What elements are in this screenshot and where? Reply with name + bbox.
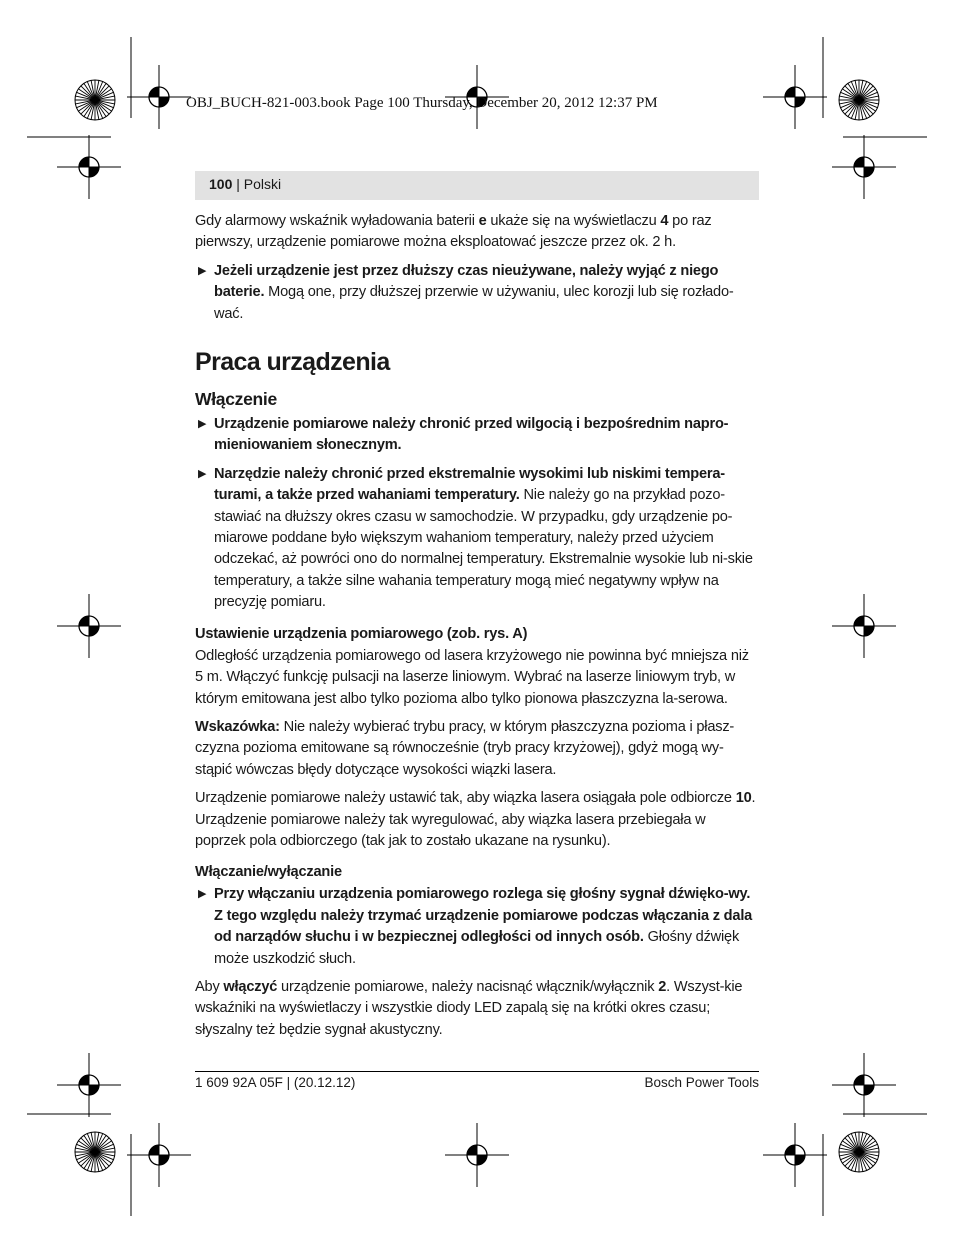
page-header xyxy=(195,171,759,200)
battery-paragraph: Gdy alarmowy wskaźnik wyładowania baterii e ukaże się na wyświetlaczu 4 po raz pierwszy, urządzenie pomiarowe można eksploatować jeszcze przez ok. 2 h. xyxy=(195,213,712,251)
onoff-heading: Włączanie/wyłączanie xyxy=(195,864,342,881)
setup-paragraph: Odległość urządzenia pomiarowego od lasera krzyżowego nie powinna być mniejsza niż 5 m. Włączyć funkcję pulsacji na laserze liniowym. Wybrać na laserze liniowym tryb, w którym emitowana jest albo tylko pozioma albo tylko pionowa płaszczyzna la-serowa. xyxy=(195,647,749,707)
setup-alignment-paragraph: Urządzenie pomiarowe należy ustawić tak, aby wiązka lasera osiągała pole odbiorcze 10. Urządzenie pomiarowe należy tak wyregulować, aby wiązka lasera przebiegała w poprzek pola odbiorczego (tak jak to zostało ukazane na rysunku). xyxy=(195,790,756,849)
header-text xyxy=(209,176,281,192)
switch-on-paragraph: Aby włączyć urządzenie pomiarowe, należy nacisnąć włącznik/wyłącznik 2. Wszyst-kie wskaźniki na wyświetlaczy i wszystkie diody LED zapalą się na krótki okres czasu; słyszalny też będzie sygnał akustyczny. xyxy=(195,978,743,1038)
bullet-arrow-icon: ▶ xyxy=(198,467,207,480)
footer-rule xyxy=(195,1071,759,1072)
bullet-arrow-icon: ▶ xyxy=(198,888,207,901)
print-slug-line: OBJ_BUCH-821-003.book Page 100 Thursday, December 20, 2012 12:37 PM xyxy=(186,95,658,111)
header-language: Polski xyxy=(243,176,282,192)
setup-note: Wskazówka: Nie należy wybierać trybu pracy, w którym płaszczyzna pozioma i płasz-czyzna pozioma emitowane są równocześnie (tryb pracy krzyżowej), gdyż mogą wy-stąpić wówczas błędy dotyczące wysokości wiązki lasera. xyxy=(195,718,735,778)
header-separator: | xyxy=(232,176,244,192)
subsection-title: Włączenie xyxy=(195,389,277,410)
bullet-arrow-icon: ▶ xyxy=(198,418,207,431)
footer-brand: Bosch Power Tools xyxy=(644,1075,759,1090)
loud-signal-bullet: ▶ Przy włączaniu urządzenia pomiarowego rozlega się głośny sygnał dźwięko-wy. Z tego względu należy trzymać urządzenie pomiarowe podczas włączania z dala od narządów słuchu i w bezpiecznej odległości od innych osób. Głośny dźwięk może uszkodzić słuch. xyxy=(198,886,753,967)
setup-heading: Ustawienie urządzenia pomiarowego (zob. rys. A) xyxy=(195,625,528,642)
battery-bullet: ▶ Jeżeli urządzenie jest przez dłuższy czas nieużywane, należy wyjąć z niego baterie. Mogą one, przy dłuższej przerwie w używaniu, ulec korozji lub się rozłado-wać. xyxy=(198,262,734,322)
page-number: 100 xyxy=(209,176,233,192)
section-title: Praca urządzenia xyxy=(195,348,390,377)
bullet-arrow-icon: ▶ xyxy=(198,264,207,277)
page-content xyxy=(195,211,759,1048)
footer-document-code: 1 609 92A 05F | (20.12.12) xyxy=(195,1075,356,1090)
moisture-bullet: ▶ Urządzenie pomiarowe należy chronić przed wilgocią i bezpośrednim napro-mieniowaniem słonecznym. xyxy=(198,416,729,454)
temperature-bullet: ▶ Narzędzie należy chronić przed ekstremalnie wysokimi lub niskimi tempera-turami, a także przed wahaniami temperatury. Nie należy go na przykład pozo-stawiać na dłuższy okres czasu w samochodzie. W przypadku, gdy urządzenie po-miarowe poddane było większym wahaniom temperatury, należy przed użyciem odczekać, aż powróci ono do normalnej temperatury. Ekstremalnie wysokie lub ni-skie temperatury, a także silne wahania temperatury mogą mieć negatywny wpływ na precyzję pomiaru. xyxy=(198,465,753,611)
